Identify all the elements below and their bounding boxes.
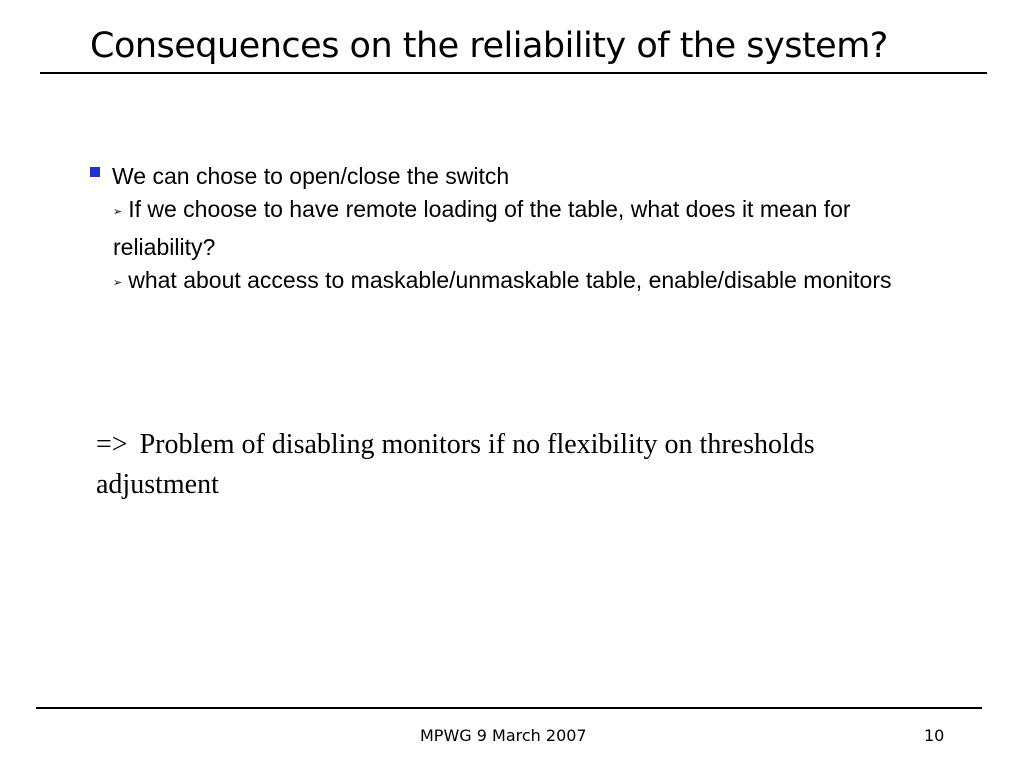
arrowhead-bullet-icon: ➢ [113,277,123,289]
arrowhead-bullet-icon: ➢ [113,206,123,218]
sub-bullet-text: what about access to maskable/unmaskable table, enable/disable monitors [128,267,892,293]
square-bullet-icon [90,167,100,177]
footer-divider [36,707,982,709]
title-divider [40,72,987,74]
conclusion-text-block [96,425,876,505]
bullet-text: We can chose to open/close the switch [112,163,510,189]
sub-bullet-item [113,193,923,264]
conclusion-text: Problem of disabling monitors if no flexibility on thresholds adjustment [96,429,815,500]
sub-bullet-item [113,264,923,302]
footer-text: MPWG 9 March 2007 [420,726,587,745]
page-number: 10 [924,726,945,745]
bullet-item [90,160,930,193]
slide-title: Consequences on the reliability of the system? [90,26,888,66]
bullet-list [90,160,930,302]
sub-bullet-text: If we choose to have remote loading of the table, what does it mean for reliability? [113,196,851,260]
conclusion-arrow: => [96,429,128,460]
